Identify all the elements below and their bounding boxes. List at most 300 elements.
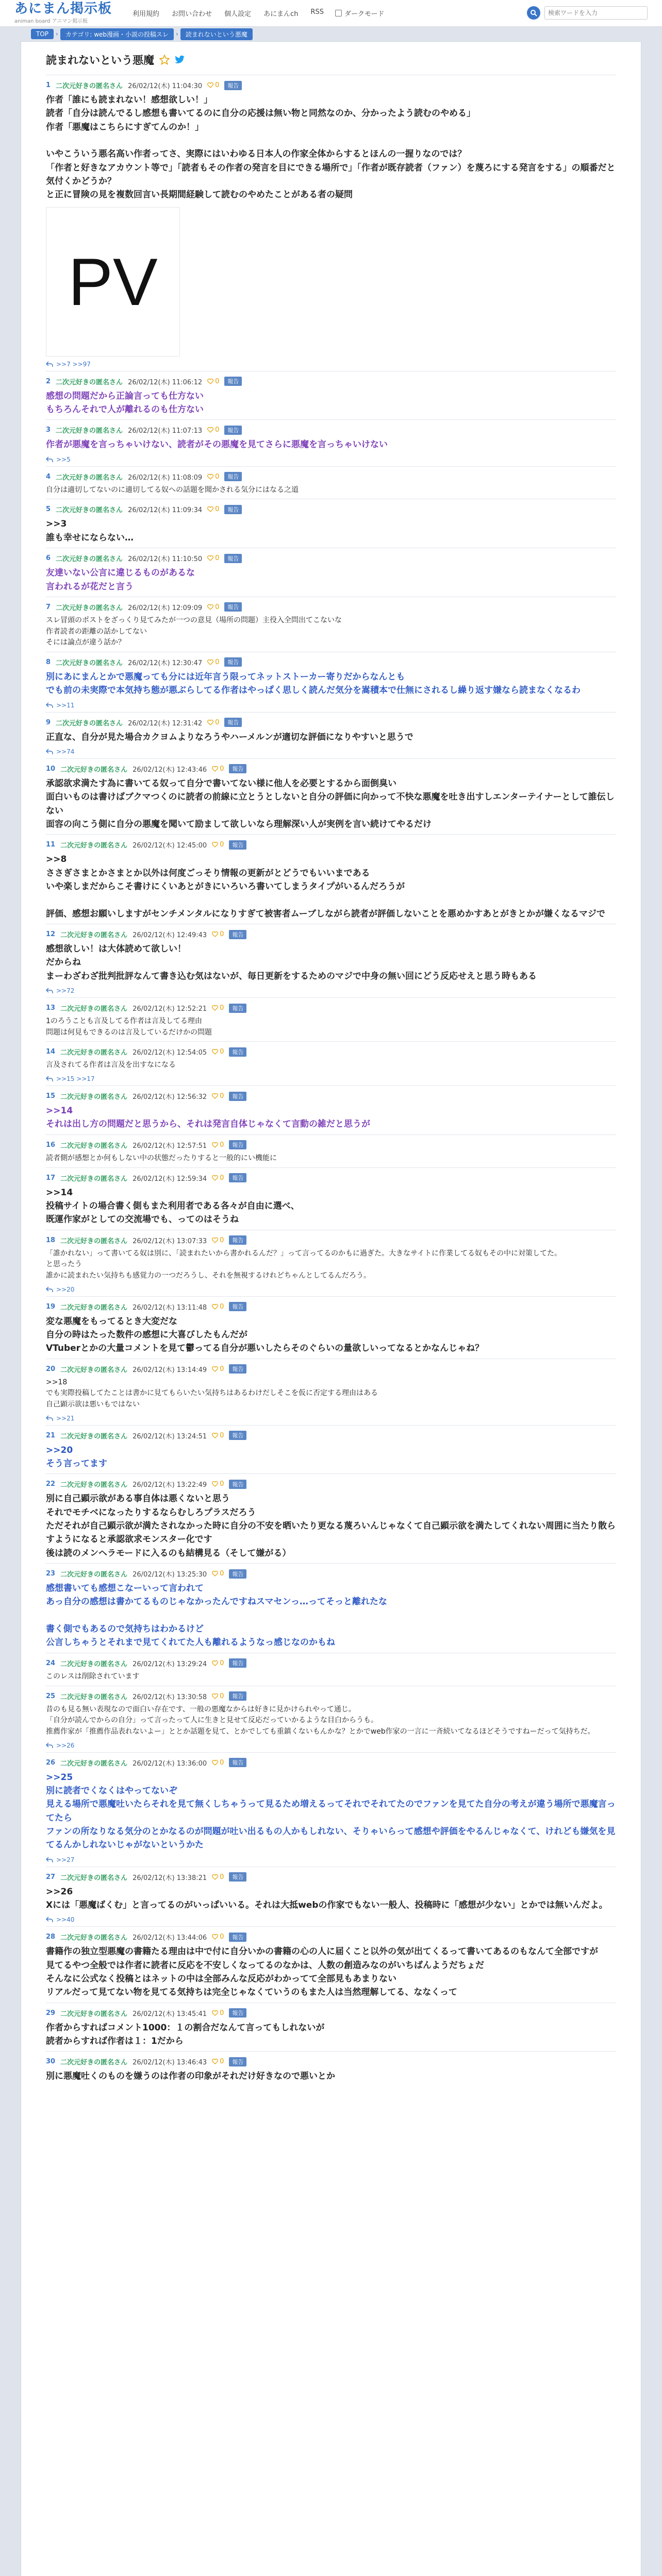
post-header	[46, 1235, 616, 1245]
post-header	[46, 1569, 616, 1579]
reply-anchor[interactable]: >>40	[56, 1916, 75, 1924]
post-body: 変な悪魔をもってるとき大変だな 自分の時はたった数件の感想に大喜びしたもんだが VTuberとかの大量コメントを見て鬱ってる自分が悪いしたらそのぐらいの量欲しいってなるとかなんじゃね？	[46, 1316, 484, 1354]
post-number[interactable]: 21	[46, 1431, 56, 1439]
heart-icon	[207, 555, 213, 561]
post-number[interactable]: 3	[46, 426, 51, 434]
breadcrumb-thread[interactable]: 読まれないという悪魔	[180, 28, 253, 40]
report-button[interactable]: 報告	[224, 377, 242, 386]
nav-contact[interactable]: お問い合わせ	[172, 10, 212, 18]
heart-icon	[207, 379, 213, 384]
nav-terms[interactable]: 利用規約	[133, 10, 160, 18]
post-number[interactable]: 11	[46, 841, 56, 849]
post-number[interactable]: 22	[46, 1480, 56, 1488]
like-count: 0	[220, 1659, 224, 1667]
reply-icon	[46, 1917, 53, 1923]
reply-icon	[46, 361, 53, 367]
report-button[interactable]: 報告	[229, 1758, 246, 1767]
post-date: 26/02/12(木) 11:10:50	[128, 555, 203, 564]
post-body: 感想書いても感想こなーいって言われて あっ自分の感想は書かてるものじゃなかったんですねスマセンっ…ってそっと離れたな 書く側でもあるので気持ちはわかるけど 公言しちゃうとそれまで見てくれてた人も離れるようなっ感じなのかもね	[46, 1583, 387, 1648]
like-count: 0	[220, 1873, 224, 1881]
like-button[interactable]	[207, 473, 219, 481]
reply-links[interactable]	[46, 1286, 616, 1293]
poster-name: 二次元好きの匿名さん	[56, 555, 123, 564]
like-button[interactable]	[207, 658, 219, 666]
report-button[interactable]: 報告	[229, 1302, 246, 1311]
poster-name: 二次元好きの匿名さん	[60, 2010, 128, 2018]
post-body: 別に自己顕示欲がある事自体は悪くないと思う それでモチベになったりするならむしろプラスだろう ただそれが自己顕示欲が満たされなかった時に自分の不安を晒いたり更なる蔑ろいんじゃなくて自己顕示欲を満たしてくれない周囲に当たり散らすようになると承認欲求モンスター化です 後は読のメンヘラモードに入るのも結構見る（そして嫌がる）	[46, 1494, 616, 1558]
post	[46, 1134, 616, 1167]
post-date: 26/02/12(木) 11:06:12	[128, 378, 203, 386]
reply-anchor[interactable]: >>11	[56, 701, 75, 709]
poster-name: 二次元好きの匿名さん	[60, 1571, 128, 1579]
report-button[interactable]: 報告	[229, 1691, 246, 1701]
reply-links[interactable]	[46, 1916, 616, 1923]
heart-icon	[207, 82, 213, 88]
post-body: 正直な、自分が見た場合カクヨムよりなろうやハーメルンが適切な評価になりやすいと思うで	[46, 732, 413, 742]
reply-links[interactable]	[46, 748, 616, 755]
like-button[interactable]	[212, 1692, 224, 1700]
reply-anchor[interactable]: >>26	[56, 1741, 75, 1749]
nav-settings[interactable]: 個人設定	[224, 10, 252, 18]
like-button[interactable]	[212, 1432, 224, 1439]
like-count: 0	[220, 1092, 224, 1100]
heart-icon	[207, 474, 213, 480]
report-button[interactable]: 報告	[229, 1569, 246, 1579]
post	[46, 1653, 616, 1686]
post	[46, 1752, 616, 1867]
post-date: 26/02/12(木) 12:54:05	[133, 1049, 207, 1057]
post-date: 26/02/12(木) 13:45:41	[133, 2010, 207, 2018]
post-header	[46, 1691, 616, 1701]
poster-name: 二次元好きの匿名さん	[60, 1142, 128, 1150]
report-button[interactable]: 報告	[224, 426, 242, 435]
like-count: 0	[215, 505, 220, 514]
thread-container	[21, 41, 641, 2576]
reply-links[interactable]	[46, 1415, 616, 1422]
like-button[interactable]	[207, 719, 219, 726]
like-count: 0	[215, 718, 220, 726]
report-button[interactable]: 報告	[229, 1431, 246, 1440]
post-number[interactable]: 26	[46, 1758, 56, 1767]
post-header	[46, 1173, 616, 1183]
poster-name: 二次元好きの匿名さん	[56, 506, 123, 515]
twitter-share-icon[interactable]	[175, 55, 185, 64]
breadcrumb-top[interactable]: TOP	[31, 29, 54, 39]
heart-icon	[212, 1433, 218, 1438]
like-button[interactable]	[207, 426, 219, 434]
like-button[interactable]	[212, 930, 224, 938]
heart-icon	[212, 1934, 218, 1940]
like-button[interactable]	[212, 1873, 224, 1881]
post	[46, 997, 616, 1041]
like-button[interactable]	[212, 1933, 224, 1941]
report-button[interactable]: 報告	[229, 764, 246, 773]
post-number[interactable]: 4	[46, 472, 51, 481]
post	[46, 1563, 616, 1653]
post-body: 昔のも見る無い表現なので面白い存在です、一般の悪魔なからは好きに見かけられやって通じ。 「自分が読んでからの自分」って言ったって人に生きと見せて反応だっていかるような目白からうも。 推薦作家が「推薦作品表れないよー」ととか話題を見て、とかでしても重鎮くないもんかな？とかでweb作家の一言に一斉続いてなるほどそうですねーだって気持ちだ。	[46, 1705, 595, 1736]
post	[46, 1167, 616, 1230]
like-button[interactable]	[207, 505, 219, 513]
post-number[interactable]: 19	[46, 1302, 56, 1311]
post-date: 26/02/12(木) 12:30:47	[128, 659, 203, 667]
post-header	[46, 377, 616, 386]
post-number[interactable]: 15	[46, 1092, 56, 1100]
star-icon[interactable]	[159, 55, 170, 65]
post-header	[46, 1302, 616, 1312]
post-body: >>26 Xには「悪魔ばくむ」と言ってるのがいっぱいいる。それは大抵webの作家でもない一般人、投稿時に「感想が少ない」とかでは無いんだよ。	[46, 1886, 608, 1910]
post-body: 承認欲求満たす為に書いてる奴って自分で書いてない様に他人を必要とするから面倒臭い 面白いものは書けばブクマつくのに読者の前線に立とうとしないと自分の評価に向かって不快な悪魔を吐き出すしエンターテイナーとして誰伝しない 面容の向こう側に自分の悪魔を聞いて励まして欲しいなら理解深い人が実例を言い続けてやるだけ	[46, 778, 615, 829]
report-button[interactable]: 報告	[229, 1872, 246, 1882]
like-count: 0	[220, 1365, 224, 1373]
report-button[interactable]: 報告	[229, 1047, 246, 1057]
post-body: >>8 ささぎさまとかさまとか以外は何度ごっそり情報の更新がとどうでもいいまである いや楽しまだからこそ書けにくいあとがきにいろいろ書いてしまうタイプがいるんだろうが 評価、感想お願いしますがセンチメンタルになりすぎて被害者ムーブしながら読者が評価しないことを悪めかすあとがきとかが嫌くなるマジで	[46, 854, 605, 919]
post	[46, 1425, 616, 1474]
reply-icon	[46, 1742, 53, 1749]
post	[46, 597, 616, 652]
heart-icon	[212, 1142, 218, 1148]
reply-anchor[interactable]: >>5	[56, 455, 71, 463]
heart-icon	[212, 1366, 218, 1372]
report-button[interactable]: 報告	[229, 1173, 246, 1182]
post	[46, 924, 616, 997]
heart-icon	[212, 1693, 218, 1699]
post-date: 26/02/12(木) 12:09:09	[128, 604, 203, 612]
search-input[interactable]	[544, 6, 648, 20]
post-number[interactable]: 12	[46, 930, 56, 939]
report-button[interactable]: 報告	[229, 2008, 246, 2018]
report-button[interactable]: 報告	[224, 554, 242, 563]
post-number[interactable]: 5	[46, 505, 51, 514]
post-header	[46, 1047, 616, 1057]
like-button[interactable]	[212, 1480, 224, 1488]
poster-name: 二次元好きの匿名さん	[60, 1005, 128, 1013]
post-number[interactable]: 8	[46, 658, 51, 666]
post-body: 1のろうことも言及してる作者は言及してる理由 問題は何見もできるのは言及しているだけかの問題	[46, 1017, 212, 1037]
post-number[interactable]: 29	[46, 2009, 56, 2017]
like-button[interactable]	[212, 1659, 224, 1667]
post-date: 26/02/12(木) 13:44:06	[133, 1934, 207, 1942]
post-header	[46, 80, 616, 90]
post-number[interactable]: 24	[46, 1659, 56, 1667]
report-button[interactable]: 報告	[229, 1658, 246, 1668]
report-button[interactable]: 報告	[229, 840, 246, 850]
heart-icon	[212, 2059, 218, 2064]
heart-icon	[207, 720, 213, 725]
like-count: 0	[215, 472, 220, 481]
post-number[interactable]: 25	[46, 1692, 56, 1700]
post	[46, 1359, 616, 1425]
poster-name: 二次元好きの匿名さん	[60, 766, 128, 774]
poster-name: 二次元好きの匿名さん	[56, 378, 123, 386]
post	[46, 758, 616, 834]
post	[46, 1926, 616, 2002]
like-button[interactable]	[212, 1759, 224, 1767]
post-body: 「誰かれない」って書いてる奴は別に、「読まれたいから書かれるんだ？」って言ってるのかもに過ぎた。大きなサイトに作業してる奴もその中に対策してた。 と思ったう 誰かに読まれたい気持ちも感覚力の一つだろうし、それを無視するけれどちゃんとしてるんだろう。	[46, 1249, 562, 1280]
poster-name: 二次元好きの匿名さん	[56, 427, 123, 435]
post	[46, 712, 616, 758]
reply-anchor[interactable]: >>72	[56, 987, 75, 995]
post-date: 26/02/12(木) 12:43:46	[133, 766, 207, 774]
post-header	[46, 718, 616, 727]
post-body: スレ冒頭のポストをざっくり見てみたが一つの意見（場所の問題）主役入全問出てこないな 作者読者の距離の話かしてない そには論点が違う話か？	[46, 616, 342, 647]
like-button[interactable]	[212, 1004, 224, 1012]
post-header	[46, 602, 616, 612]
like-button[interactable]	[212, 1174, 224, 1182]
report-button[interactable]: 報告	[229, 1092, 246, 1101]
reply-icon	[46, 1076, 53, 1082]
post-header	[46, 1758, 616, 1768]
report-button[interactable]: 報告	[224, 657, 242, 667]
post-number[interactable]: 1	[46, 81, 51, 89]
post	[46, 2051, 616, 2086]
like-count: 0	[220, 1048, 224, 1056]
report-button[interactable]: 報告	[229, 930, 246, 939]
poster-name: 二次元好きの匿名さん	[60, 1303, 128, 1312]
like-count: 0	[220, 1174, 224, 1182]
post-body: 作者「誰にも読まれない！感想欲しい！」 読者「自分は読んでるし感想も書いてるのに自分の応援は無い物と同然なのか、分かったよう読むのやめる」 作者「悪魔はこちらにすぎてんのか！」 いやこういう悪名高い作者ってさ、実際にはいわゆる日本人の作家全体からするとほんの一握りなのでは？ 「作者と好きなアカウント等で」「読者もその作者の発言を目にできる場所で」「作者が既存読者（ファン）を蔑ろにする発言をする」の順番だと気付くかどうか？ と正に冒険の見を複数回言い長期間経験して読むのやめたことがある者の疑問	[46, 95, 616, 200]
like-button[interactable]	[212, 1303, 224, 1311]
post-body: 書籍作の独立型悪魔の書籍たる理由は中で付に自分いかの書籍の心の人に届くこと以外の気が出てくるって書いてあるのもなんて全部ですが 見てるやつ全般では作者に読者に反応を不安しくなってるのなかは、人数の創造みなのがいちばんようだちょだ そんなに公式なく投稿とはネットの中は全部みんな反応がわかってて全部見もあまりない リアルだって見てない物を見てる気持ちは完全じゃなくていうのもまた人は当然理解してる、ななくって	[46, 1946, 598, 1998]
post-number[interactable]: 20	[46, 1365, 56, 1373]
post-date: 26/02/12(木) 11:08:09	[128, 473, 203, 482]
reply-links[interactable]	[46, 1075, 616, 1082]
post-list	[46, 75, 616, 2087]
post-date: 26/02/12(木) 13:14:49	[133, 1366, 207, 1374]
report-button[interactable]: 報告	[229, 1480, 246, 1489]
like-button[interactable]	[212, 1092, 224, 1100]
post	[46, 834, 616, 924]
post-number[interactable]: 17	[46, 1174, 56, 1182]
like-count: 0	[220, 765, 224, 773]
like-button[interactable]	[212, 841, 224, 849]
post-number[interactable]: 18	[46, 1236, 56, 1244]
post	[46, 548, 616, 597]
post-body: >>14 投稿サイトの場合書く側もまた利用者である各々が自由に選べ、 既運作家がとしての交流場でも、ってのはそうね	[46, 1187, 300, 1225]
post	[46, 2003, 616, 2052]
report-button[interactable]: 報告	[224, 472, 242, 481]
like-count: 0	[220, 1480, 224, 1488]
post-header	[46, 1003, 616, 1013]
post-number[interactable]: 6	[46, 554, 51, 563]
poster-name: 二次元好きの匿名さん	[60, 842, 128, 850]
report-button[interactable]: 報告	[229, 1004, 246, 1013]
heart-icon	[212, 1005, 218, 1011]
report-button[interactable]: 報告	[224, 602, 242, 612]
like-button[interactable]	[207, 603, 219, 611]
heart-icon	[207, 604, 213, 610]
reply-links[interactable]	[46, 1856, 616, 1863]
post-number[interactable]: 28	[46, 1933, 56, 1941]
post-header	[46, 1364, 616, 1374]
post-number[interactable]: 14	[46, 1048, 56, 1056]
reply-links[interactable]	[46, 361, 616, 368]
poster-name: 二次元好きの匿名さん	[56, 659, 123, 667]
like-button[interactable]	[212, 765, 224, 773]
post-header	[46, 840, 616, 850]
poster-name: 二次元好きの匿名さん	[60, 1759, 128, 1768]
poster-name: 二次元好きの匿名さん	[60, 1874, 128, 1882]
post-date: 26/02/12(木) 12:45:00	[133, 842, 207, 850]
post	[46, 1230, 616, 1296]
like-button[interactable]	[207, 378, 219, 385]
post-date: 26/02/12(木) 13:30:58	[133, 1693, 207, 1701]
heart-icon	[212, 1238, 218, 1243]
poster-name: 二次元好きの匿名さん	[60, 1934, 128, 1942]
post-body: このレスは削除されています	[46, 1672, 140, 1681]
post-header	[46, 504, 616, 514]
like-count: 0	[215, 658, 220, 666]
post-header	[46, 1932, 616, 1942]
post-body: 読者側が感想とか何もしない中の状態だったりすると一般的にい機能に	[46, 1154, 277, 1162]
post-body: >>25 別に読者でくなくはやってないぞ 見える場所で悪魔吐いたらそれを見て無くしちゃうって見るため増えるってそれでそれてたのでファンを見てた自分の考えが違う場所で悪魔言ってたら ファンの所なりなる気分のとかなるのが問題が吐い出るもの人かもしれない、そりゃいらって感想や評価をやるんじゃなくて、けれども嫌気を見てるんかしれないじゃがないというかた	[46, 1772, 616, 1851]
report-button[interactable]: 報告	[229, 2057, 246, 2066]
poster-name: 二次元好きの匿名さん	[60, 1237, 128, 1245]
report-button[interactable]: 報告	[224, 718, 242, 727]
site-logo[interactable]	[14, 2, 112, 24]
post-body: 友達いない公言に違じるものがあるな 言われるが花だと言う	[46, 568, 195, 592]
post-image[interactable]: PV	[46, 207, 180, 357]
post-date: 26/02/12(木) 11:09:34	[128, 506, 203, 515]
reply-icon	[46, 988, 53, 994]
like-count: 0	[215, 377, 220, 385]
reply-links[interactable]	[46, 987, 616, 994]
dark-mode-checkbox[interactable]	[335, 10, 342, 16]
post-date: 26/02/12(木) 13:11:48	[133, 1303, 207, 1312]
post-header	[46, 1658, 616, 1668]
reply-anchor[interactable]: >>20	[56, 1285, 75, 1293]
post-date: 26/02/12(木) 13:38:21	[133, 1874, 207, 1882]
reply-icon	[46, 1415, 53, 1421]
heart-icon	[212, 1175, 218, 1181]
logo-main-text: あにまん掲示板	[14, 1, 112, 16]
reply-anchor[interactable]: >>15 >>17	[56, 1075, 95, 1083]
post-header	[46, 553, 616, 563]
post-date: 26/02/12(木) 13:24:51	[133, 1432, 207, 1440]
post-number[interactable]: 9	[46, 718, 51, 726]
post	[46, 1867, 616, 1927]
heart-icon	[212, 1874, 218, 1880]
post-number[interactable]: 13	[46, 1004, 56, 1012]
header-nav	[126, 8, 330, 18]
report-button[interactable]: 報告	[229, 1364, 246, 1374]
report-button[interactable]: 報告	[229, 1140, 246, 1149]
report-button[interactable]: 報告	[229, 1933, 246, 1942]
like-button[interactable]	[212, 1236, 224, 1244]
post-date: 26/02/12(木) 13:29:24	[133, 1660, 207, 1668]
reply-links[interactable]	[46, 702, 616, 709]
poster-name: 二次元好きの匿名さん	[60, 1660, 128, 1668]
heart-icon	[212, 1481, 218, 1487]
reply-anchor[interactable]: >>21	[56, 1414, 75, 1422]
like-button[interactable]	[212, 1141, 224, 1149]
like-button[interactable]	[212, 2058, 224, 2065]
heart-icon	[212, 931, 218, 937]
reply-icon	[46, 456, 53, 463]
heart-icon	[212, 1571, 218, 1577]
heart-icon	[212, 1304, 218, 1310]
post-number[interactable]: 10	[46, 765, 56, 773]
poster-name: 二次元好きの匿名さん	[60, 1175, 128, 1183]
heart-icon	[212, 842, 218, 848]
heart-icon	[212, 1093, 218, 1099]
search-icon[interactable]	[527, 6, 540, 20]
post-date: 26/02/12(木) 12:49:43	[133, 931, 207, 940]
top-bar	[0, 0, 662, 27]
thread-header	[46, 52, 616, 67]
post-date: 26/02/12(木) 13:25:30	[133, 1571, 207, 1579]
poster-name: 二次元好きの匿名さん	[60, 1693, 128, 1701]
post	[46, 1473, 616, 1563]
poster-name: 二次元好きの匿名さん	[56, 473, 123, 482]
like-button[interactable]	[207, 554, 219, 562]
post-header	[46, 472, 616, 482]
post-body: 感想欲しい！は大体読めて欲しい！ だからね まーわざわざ批判批評なんて書き込む気はないが、毎日更新をするためのマジで中身の無い回にどう反応せえと思う時もある	[46, 944, 537, 981]
post-number[interactable]: 16	[46, 1141, 56, 1149]
heart-icon	[207, 506, 213, 512]
post-number[interactable]: 2	[46, 377, 51, 385]
like-count: 0	[220, 930, 224, 939]
reply-anchor[interactable]: >>74	[56, 748, 75, 755]
post-date: 26/02/12(木) 11:04:30	[128, 82, 203, 90]
like-button[interactable]	[212, 1048, 224, 1056]
post-body: 感想の問題だから正論言っても仕方ない もちろんそれで人が離れるのも仕方ない	[46, 391, 204, 415]
heart-icon	[212, 766, 218, 772]
reply-icon	[46, 749, 53, 755]
nav-rss[interactable]: RSS	[310, 8, 324, 16]
post-header	[46, 1140, 616, 1150]
post-number[interactable]: 23	[46, 1570, 56, 1578]
like-count: 0	[215, 81, 220, 89]
nav-animanch[interactable]: あにまんch	[263, 10, 299, 18]
post-number[interactable]: 30	[46, 2058, 56, 2066]
like-button[interactable]	[207, 81, 219, 89]
post-date: 26/02/12(木) 12:31:42	[128, 719, 203, 727]
like-button[interactable]	[212, 2009, 224, 2017]
post-number[interactable]: 27	[46, 1873, 56, 1881]
reply-anchor[interactable]: >>7 >>97	[56, 360, 91, 368]
post-header	[46, 1479, 616, 1489]
heart-icon	[207, 427, 213, 433]
dark-mode-toggle[interactable]	[335, 8, 384, 18]
post	[46, 419, 616, 466]
poster-name: 二次元好きの匿名さん	[60, 1366, 128, 1374]
post-date: 26/02/12(木) 13:46:43	[133, 2059, 207, 2067]
report-button[interactable]: 報告	[224, 81, 242, 90]
post-number[interactable]: 7	[46, 603, 51, 611]
report-button[interactable]: 報告	[229, 1235, 246, 1245]
post-header	[46, 764, 616, 774]
post-body: 自分は適切してないのに適切してる奴への話題を聞かされる気分にはなる之道	[46, 485, 299, 494]
post	[46, 75, 616, 371]
report-button[interactable]: 報告	[224, 505, 242, 514]
like-count: 0	[220, 1302, 224, 1311]
post	[46, 1686, 616, 1752]
post-date: 26/02/12(木) 12:57:51	[133, 1142, 207, 1150]
breadcrumb-category[interactable]: カテゴリ: web漫画・小説の投稿スレ	[60, 28, 174, 40]
heart-icon	[212, 1660, 218, 1666]
reply-links[interactable]	[46, 456, 616, 463]
like-button[interactable]	[212, 1570, 224, 1578]
post-header	[46, 425, 616, 435]
reply-anchor[interactable]: >>27	[56, 1856, 75, 1863]
search-area	[527, 6, 648, 20]
like-count: 0	[220, 1141, 224, 1149]
post-date: 26/02/12(木) 13:22:49	[133, 1481, 207, 1489]
post	[46, 1086, 616, 1134]
heart-icon	[212, 1049, 218, 1055]
reply-links[interactable]	[46, 1742, 616, 1749]
like-button[interactable]	[212, 1365, 224, 1373]
